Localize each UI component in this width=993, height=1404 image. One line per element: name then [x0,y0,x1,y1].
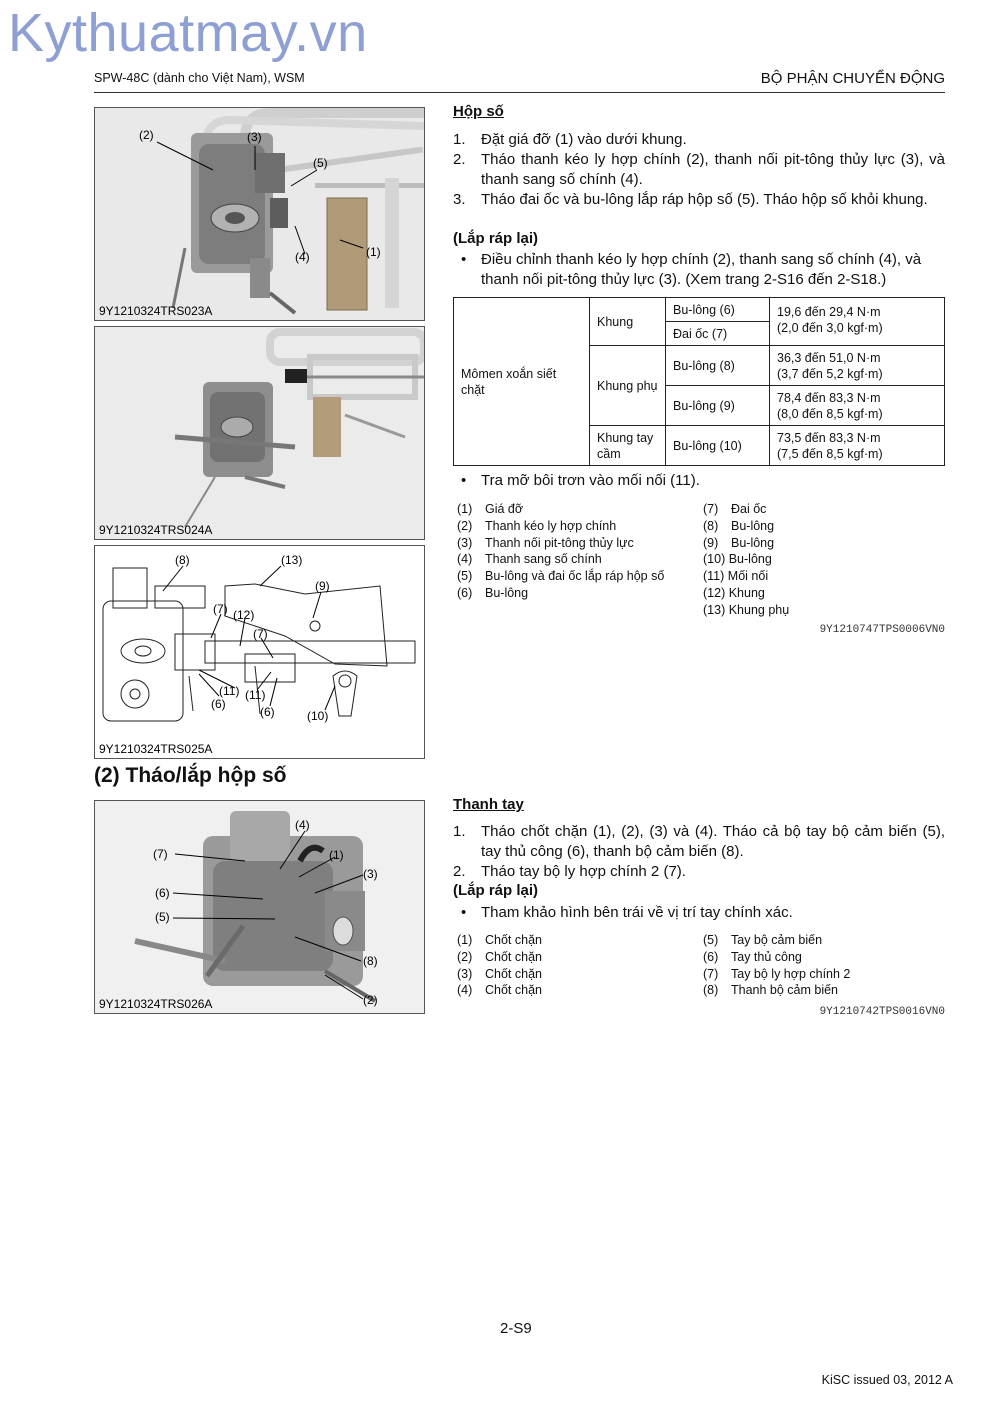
reassembly-heading: (Lắp ráp lại) [453,230,539,247]
legend-item: (1) Giá đỡ [457,502,524,516]
legend-item: (6) Tay thủ công [703,949,802,964]
figure-code: 9Y1210324TRS026A [99,997,213,1011]
torque-item: Bu-lông (8) [666,346,770,386]
reassembly-note: • Điều chỉnh thanh kéo ly hợp chính (2), thanh sang số chính (4), và thanh nối pit-tông thủy lực (3). (Xem trang 2-S16 đến 2-S18.) [461,251,922,288]
legend-item: (13) Khung phụ [703,602,790,617]
site-watermark: Kythuatmay.vn [8,3,368,63]
callout-7: (7) [213,602,228,616]
torque-item: Bu-lông (10) [666,426,770,466]
callout-13: (13) [281,553,303,567]
figure-code: 9Y1210324TRS025A [99,742,213,756]
callout-11: (11) [219,684,240,698]
section-heading-gearbox: Hộp số [453,103,504,120]
legend-item: (7) Đai ốc [703,502,767,516]
torque-part: Khung phụ [590,346,666,426]
page-number: 2-S9 [500,1320,532,1337]
legend-item: (2) Thanh kéo ly hợp chính [457,518,617,533]
gearbox-removed-illustration [95,327,424,539]
legend-item: (3) Thanh nối pit-tông thủy lực [457,535,634,550]
lever-note: • Tham khảo hình bên trái về vị trí tay chính xác. [461,904,793,921]
torque-table [453,297,945,466]
callout-7: (7) [253,627,268,641]
grease-note: • Tra mỡ bôi trơn vào mối nối (11). [461,472,700,489]
callout-8: (8) [363,954,378,968]
legend-item: (1) Chốt chặn [457,933,542,947]
reassembly-heading: (Lắp ráp lại) [453,882,539,899]
torque-label: Mômen xoắn siết chặt [454,298,590,466]
torque-value: 19,6 đến 29,4 N·m (2,0 đến 3,0 kgf·m) [770,298,945,346]
callout-11: (11) [245,688,266,702]
figure-gearbox-removed-photo [94,326,425,540]
callout-1: (1) [366,245,381,259]
callout-2: (2) [139,128,154,142]
figure-lever-photo [94,800,425,1014]
footer-issue-note: KiSC issued 03, 2012 A [821,1373,953,1387]
callout-3: (3) [363,867,378,881]
legend-item: (9) Bu-lông [703,535,775,550]
legend-item: (4) Thanh sang số chính [457,552,602,567]
callout-8: (8) [175,553,190,567]
legend-item: (2) Chốt chặn [457,949,542,964]
step-item: 1. Tháo chốt chặn (1), (2), (3) và (4). Tháo cả bộ tay bộ cảm biến (5), tay thủ công (6), thanh bộ cảm biến (8). [453,823,945,860]
header-manual-title: SPW-48C (dành cho Việt Nam), WSM [94,71,305,85]
legend-right [703,932,850,999]
gearbox-steps [453,130,945,210]
legend-left [457,932,542,999]
document-code: 9Y1210742TPS0016VN0 [819,1006,945,1018]
legend-item: (10) Bu-lông [703,552,772,567]
legend-right [703,501,789,619]
callout-6: (6) [155,886,170,900]
legend-left [457,501,664,602]
callout-3: (3) [247,130,262,144]
callout-4: (4) [295,250,310,264]
torque-item: Bu-lông (6) [666,298,770,322]
document-code: 9Y1210747TPS0006VN0 [819,624,945,636]
callout-12: (12) [233,608,255,622]
section-heading-lever: Thanh tay [453,796,524,813]
legend-item: (11) Mối nối [703,569,769,584]
torque-value: 36,3 đến 51,0 N·m (3,7 đến 5,2 kgf·m) [770,346,945,386]
torque-item: Đai ốc (7) [666,322,770,346]
callout-5: (5) [313,156,328,170]
step-item: 2. Tháo tay bộ ly hợp chính 2 (7). [453,863,686,880]
figure-mounting-diagram [94,545,425,759]
torque-part: Khung tay cầm [590,426,666,466]
callout-5: (5) [155,910,170,924]
callout-1: (1) [329,848,344,862]
callout-7: (7) [153,847,168,861]
callout-6: (6) [211,697,226,711]
step-item: 3. Tháo đai ốc và bu-lông lắp ráp hộp số (5). Tháo hộp số khỏi khung. [453,191,928,208]
legend-item: (5) Tay bộ cảm biến [703,933,823,947]
torque-value: 73,5 đến 83,3 N·m (7,5 đến 8,5 kgf·m) [770,426,945,466]
callout-2: (2) [363,993,378,1007]
callout-6: (6) [260,705,275,719]
legend-item: (5) Bu-lông và đai ốc lắp ráp hộp số [457,569,665,584]
callout-9: (9) [315,579,330,593]
torque-part: Khung [590,298,666,346]
legend-item: (7) Tay bộ ly hợp chính 2 [703,966,851,981]
legend-item: (8) Thanh bộ cảm biến [703,983,839,998]
legend-item: (4) Chốt chặn [457,983,542,998]
mounting-line-diagram [95,546,424,758]
header-divider [94,92,945,93]
figure-code: 9Y1210324TRS023A [99,304,213,318]
lever-steps [453,822,945,882]
torque-value: 78,4 đến 83,3 N·m (8,0 đến 8,5 kgf·m) [770,386,945,426]
lever-photo-illustration [95,801,424,1013]
step-item: 1. Đặt giá đỡ (1) vào dưới khung. [453,131,687,148]
figure-code: 9Y1210324TRS024A [99,523,213,537]
legend-item: (3) Chốt chặn [457,966,542,981]
torque-item: Bu-lông (9) [666,386,770,426]
callout-10: (10) [307,709,329,723]
header-section-title: BỘ PHẬN CHUYỂN ĐỘNG [760,70,945,87]
legend-item: (8) Bu-lông [703,518,775,533]
legend-item: (12) Khung [703,585,765,600]
section-title-gearbox-disassembly: (2) Tháo/lắp hộp số [94,764,287,787]
figure-gearbox-removal-photo [94,107,425,321]
legend-item: (6) Bu-lông [457,585,529,600]
callout-4: (4) [295,818,310,832]
step-item: 2. Tháo thanh kéo ly hợp chính (2), thanh nối pit-tông thủy lực (3), và thanh sang số chính (4). [453,151,945,188]
